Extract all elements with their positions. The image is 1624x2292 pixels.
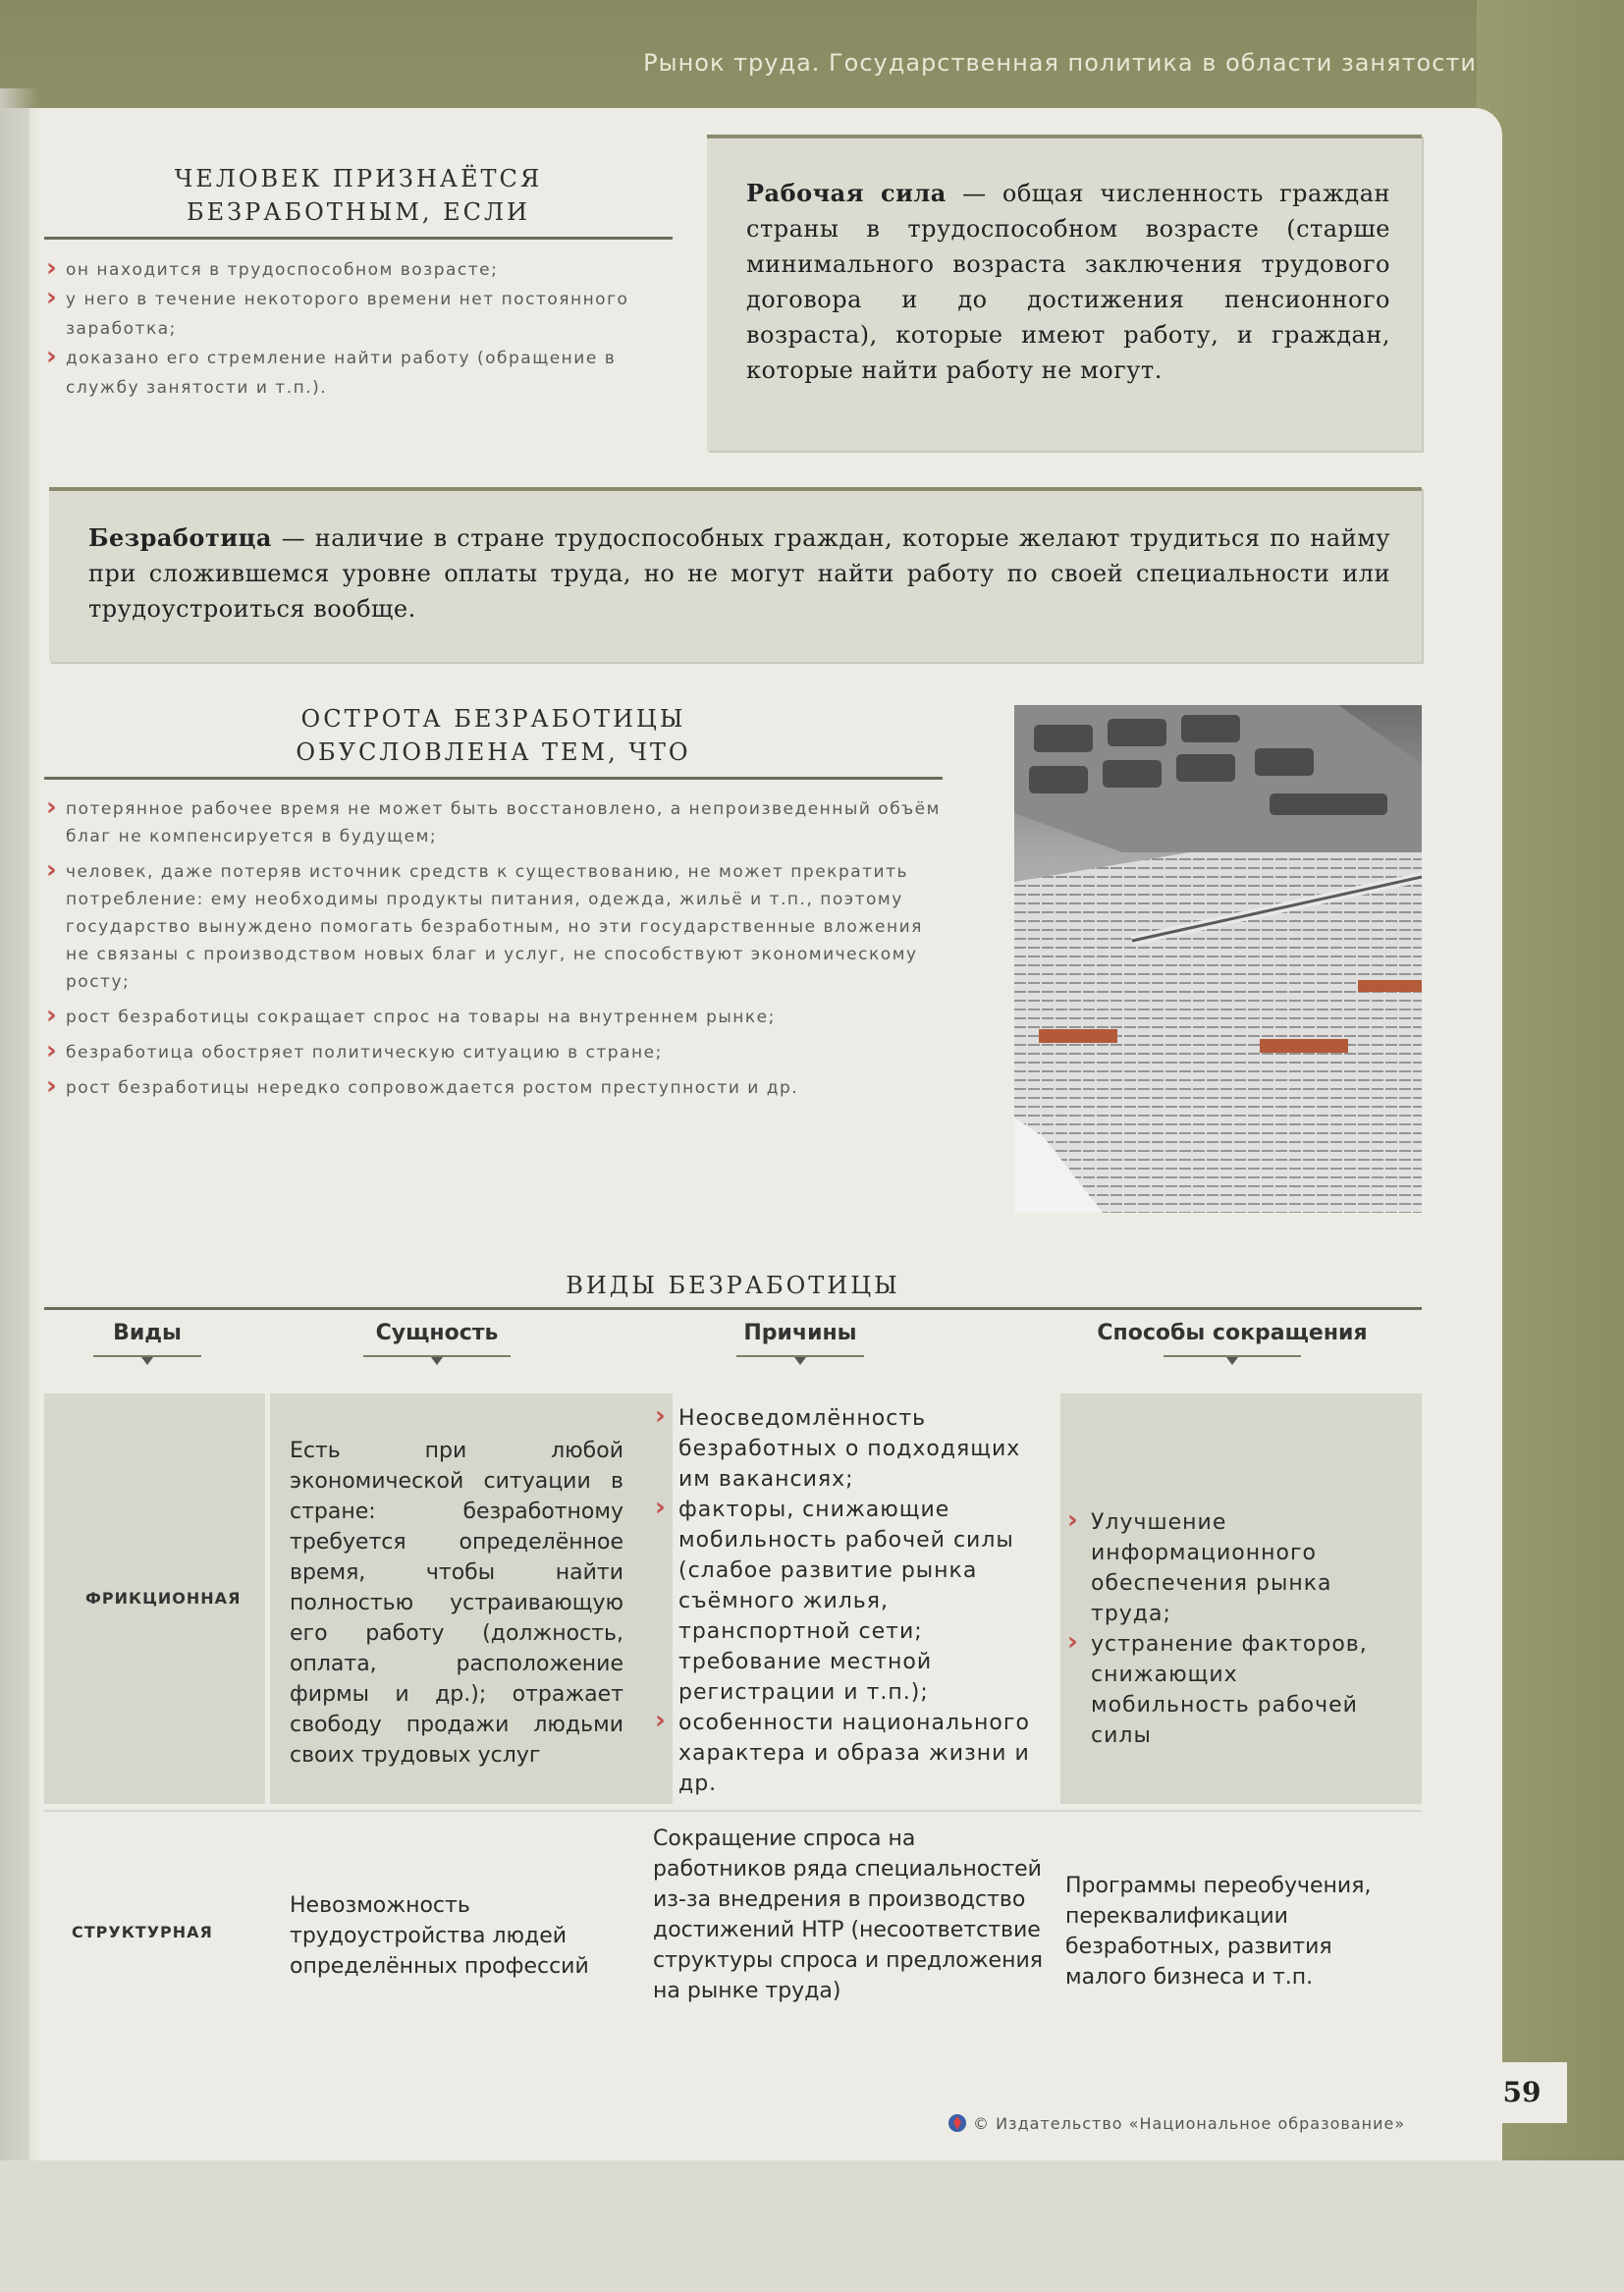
causes-cell [653,1403,1046,1799]
column-header: Причины [731,1321,869,1357]
newspaper-photo [1014,705,1422,1213]
acuteness-block [44,702,943,1110]
list-item: › рост безработицы нередко сопровождается ростом преступности и др. [44,1074,943,1102]
list-item: › доказано его стремление найти работу (обращение в службу занятости и т.п.). [44,344,673,403]
publisher-credit: © Издательство «Национальное образование» [947,2113,1405,2133]
list-item: › Неосведомлённость безработных о подходящих им вакансиях; [653,1403,1046,1495]
remedies-cell [1065,1507,1404,1751]
row-divider [44,1810,1422,1812]
unemployed-criteria-heading: ЧЕЛОВЕК ПРИЗНАЁТСЯ БЕЗРАБОТНЫМ, ЕСЛИ [174,165,543,226]
list-item: › потерянное рабочее время не может быть восстановлено, а непроизведенный объём благ не компенсируется в будущем; [44,795,943,850]
essence-cell: Есть при любой экономической ситуации в стране: безработному требуется определённое время, чтобы найти полностью устраивающую его работу (должность, оплата, расположение фирмы и др.); отражает свободу продажи людьми своих трудовых услуг [290,1439,623,1768]
heading-rule [44,777,943,780]
column-header: Способы сокращения [1075,1321,1389,1357]
chevron-down-icon [736,1355,864,1357]
running-title: Рынок труда. Государственная политика в области занятости [643,49,1477,77]
list-item: › особенности национального характера и образа жизни и др. [653,1708,1046,1799]
list-item: › человек, даже потеряв источник средств к существованию, не может прекратить потребление: ему необходимы продукты питания, одежда, жильё и т.п., поэтому государство вынуждено помогать безработным, но эти государственные вложения не связаны с производством новых благ и услуг, не способствуют экономическому росту; [44,858,943,996]
table-title-rule [44,1307,1422,1310]
acuteness-list [44,795,943,1102]
definition-text: — общая численность граждан страны в трудоспособном возрасте (старше минимального возраста заключения трудового договора и до достижения пенсионного возраста), которые имеют работу, и граждан, которые найти работу не могут. [746,180,1391,384]
header-band [0,0,1624,108]
binding-shadow [0,88,39,2170]
list-item: › устранение факторов, снижающих мобильность рабочей силы [1065,1629,1404,1751]
chevron-down-icon [1164,1355,1301,1357]
list-item: › безработица обостряет политическую ситуацию в стране; [44,1039,943,1066]
labour-force-definition [707,135,1422,451]
scan-bottom [0,2160,1624,2292]
row-label-frictional: ФРИКЦИОННАЯ [85,1589,242,1608]
unemployment-definition [49,487,1422,662]
publisher-logo-icon [947,2113,967,2133]
definition-text: — наличие в стране трудоспособных граждан, которые желают трудиться по найму при сложившемся уровне оплаты труда, но не могут найти работу по своей специальности или трудоустроиться вообще. [88,524,1390,623]
list-item: › у него в течение некоторого времени нет постоянного заработка; [44,285,673,344]
newspaper-illustration [1014,705,1422,1213]
unemployed-criteria-block [44,162,673,403]
list-item: › рост безработицы сокращает спрос на товары на внутреннем рынке; [44,1004,943,1031]
chevron-down-icon [363,1355,511,1357]
column-header: Виды [74,1321,221,1357]
remedies-cell: Программы переобучения, переквалификации безработных, развития малого бизнеса и т.п. [1065,1874,1372,1990]
chevron-down-icon [93,1355,201,1357]
essence-cell: Невозможность трудоустройства людей определённых профессий [290,1893,589,1979]
list-item: › Улучшение информационного обеспечения рынка труда; [1065,1507,1404,1629]
page-number: 59 [1477,2062,1567,2123]
unemployment-types-table [44,1272,1422,2003]
term: Безработица [88,523,272,552]
unemployed-criteria-list [44,255,673,403]
table-title: ВИДЫ БЕЗРАБОТИЦЫ [566,1272,900,1299]
causes-cell: Сокращение спроса на работников ряда специальностей из-за внедрения в производство достижений НТР (несоответствие структуры спроса и предложения на рынке труда) [653,1827,1043,2003]
list-item: › факторы, снижающие мобильность рабочей силы (слабое развитие рынка съёмного жилья, транспортной сети; требование местной регистрации и т.п.); [653,1495,1046,1708]
acuteness-heading: ОСТРОТА БЕЗРАБОТИЦЫ ОБУСЛОВЛЕНА ТЕМ, ЧТО [296,705,691,766]
row-label-structural: СТРУКТУРНАЯ [72,1923,213,1941]
list-item: › он находится в трудоспособном возрасте; [44,255,673,285]
column-header: Сущность [358,1321,515,1357]
heading-rule [44,237,673,240]
term: Рабочая сила [746,179,947,207]
